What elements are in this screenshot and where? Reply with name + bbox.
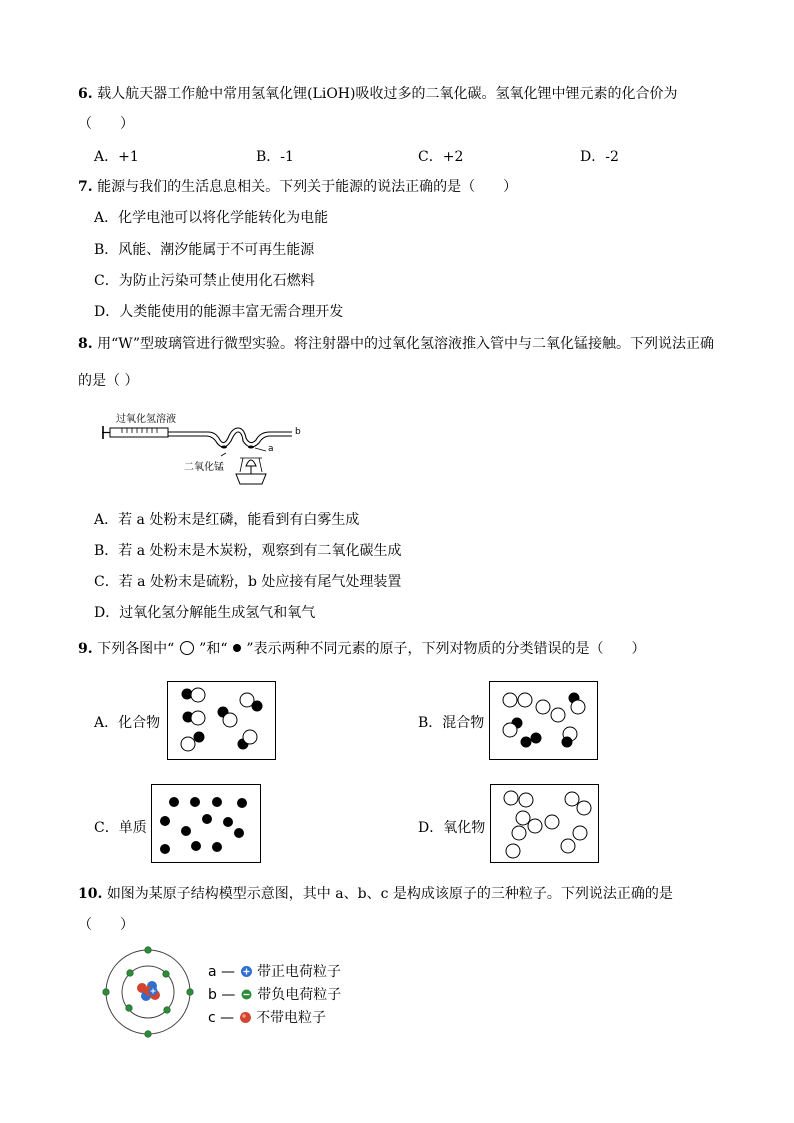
q7-option-a[interactable]: A．化学电池可以将化学能转化为电能	[94, 210, 329, 226]
label-hydrogen-peroxide: 过氧化氢溶液	[116, 414, 176, 425]
w-tube-apparatus-figure	[100, 408, 310, 492]
hollow-atom-icon	[179, 640, 195, 656]
syringe-barrel	[110, 428, 168, 437]
solid-atom-icon	[232, 643, 242, 653]
q7-text: 能源与我们的生活息息相关。下列关于能源的说法正确的是（ ）	[97, 179, 518, 195]
nucleus	[137, 981, 160, 1001]
q9-option-b-text: 混合物	[442, 715, 485, 731]
q9-option-a-label[interactable]	[94, 712, 160, 732]
q6-option-c[interactable]: C．+2	[418, 149, 464, 165]
q8-stem	[78, 333, 714, 353]
q9-text-c: ”表示两种不同元素的原子，下列对物质的分类错误的是（ ）	[246, 641, 646, 657]
q9-option-d-text: 氧化物	[443, 820, 486, 836]
q9-text-b: ”和“	[199, 641, 228, 657]
legend-b-text: 带负电荷粒子	[257, 987, 342, 1003]
q8-stem-line2: 的是（ ）	[78, 373, 139, 389]
syringe-scale	[122, 428, 157, 433]
q6-stem	[78, 83, 677, 103]
q9-option-a-text: 化合物	[118, 715, 161, 731]
q9-option-c-label[interactable]	[94, 817, 147, 837]
q9-option-a-letter: A．	[94, 715, 119, 731]
q9-option-b-label[interactable]	[418, 712, 484, 732]
q7-option-c[interactable]: C．为防止污染可禁止使用化石燃料	[94, 273, 315, 289]
q9-diagram-b[interactable]	[489, 681, 598, 760]
legend-a-text: 带正电荷粒子	[256, 964, 341, 980]
atom-model-figure	[100, 944, 200, 1040]
legend-c-text: 不带电粒子	[256, 1010, 327, 1026]
q9-option-c-letter: C．	[94, 820, 119, 836]
q8-number: 8.	[78, 336, 93, 352]
q9-stem	[78, 638, 646, 658]
q9-diagram-c[interactable]	[151, 784, 261, 863]
legend-a-letter: a	[208, 964, 217, 980]
q7-number: 7.	[78, 179, 93, 195]
q8-option-b[interactable]: B．若 a 处粉末是木炭粉，观察到有二氧化碳生成	[94, 543, 402, 559]
legend-b-letter: b	[208, 987, 217, 1003]
q7-stem	[78, 176, 517, 196]
catalyst-powder	[221, 446, 227, 449]
q7-option-b[interactable]: B．风能、潮汐能属于不可再生能源	[94, 242, 315, 258]
q9-diagram-a[interactable]	[167, 681, 276, 760]
q9-option-d-label[interactable]	[418, 817, 485, 837]
label-manganese-dioxide: 二氧化锰	[184, 462, 224, 473]
q6-number: 6.	[78, 86, 93, 102]
q9-option-c-text: 单质	[118, 820, 147, 836]
q10-number: 10.	[78, 886, 103, 902]
legend-b: b — 带负电荷粒子	[208, 987, 342, 1003]
q9-text-a: 下列各图中“	[97, 641, 175, 657]
q6-paren: （ ）	[78, 116, 134, 132]
q8-option-a[interactable]: A．若 a 处粉末是红磷，能看到有白雾生成	[94, 512, 360, 528]
negative-particle-icon	[240, 988, 253, 1001]
label-b: b	[295, 427, 301, 437]
q10-paren: （ ）	[78, 917, 134, 933]
q6-option-a[interactable]: A．+1	[94, 149, 139, 165]
q10-stem	[78, 883, 673, 903]
legend-c: c — 不带电粒子	[208, 1010, 327, 1026]
q8-option-d[interactable]: D．过氧化氢分解能生成氢气和氧气	[94, 605, 316, 621]
q6-text: 载人航天器工作舱中常用氢氧化锂(LiOH)吸收过多的二氧化碳。氢氧化锂中锂元素的化合价为	[97, 86, 678, 102]
legend-c-letter: c	[208, 1010, 216, 1026]
q6-option-d[interactable]: D．-2	[580, 149, 619, 165]
alcohol-lamp	[236, 474, 266, 484]
q9-option-b-letter: B．	[418, 715, 443, 731]
q8-option-c[interactable]: C．若 a 处粉末是硫粉，b 处应接有尾气处理装置	[94, 574, 402, 590]
q10-text: 如图为某原子结构模型示意图，其中 a、b、c 是构成该原子的三种粒子。下列说法正确的是	[106, 886, 673, 902]
powder-a	[248, 446, 254, 449]
neutral-particle-icon	[239, 1011, 252, 1024]
q7-option-d[interactable]: D．人类能使用的能源丰富无需合理开发	[94, 304, 344, 320]
q8-text: 用“W”型玻璃管进行微型实验。将注射器中的过氧化氢溶液推入管中与二氧化锰接触。下列说法正确	[97, 336, 715, 352]
q9-number: 9.	[78, 641, 93, 657]
q9-option-d-letter: D．	[418, 820, 444, 836]
legend-a: a — 带正电荷粒子	[208, 964, 341, 980]
label-a: a	[268, 444, 274, 454]
q9-diagram-d[interactable]	[490, 784, 599, 863]
q6-option-b[interactable]: B．-1	[256, 149, 294, 165]
w-glass-tube	[168, 428, 292, 443]
positive-particle-icon	[240, 965, 253, 978]
